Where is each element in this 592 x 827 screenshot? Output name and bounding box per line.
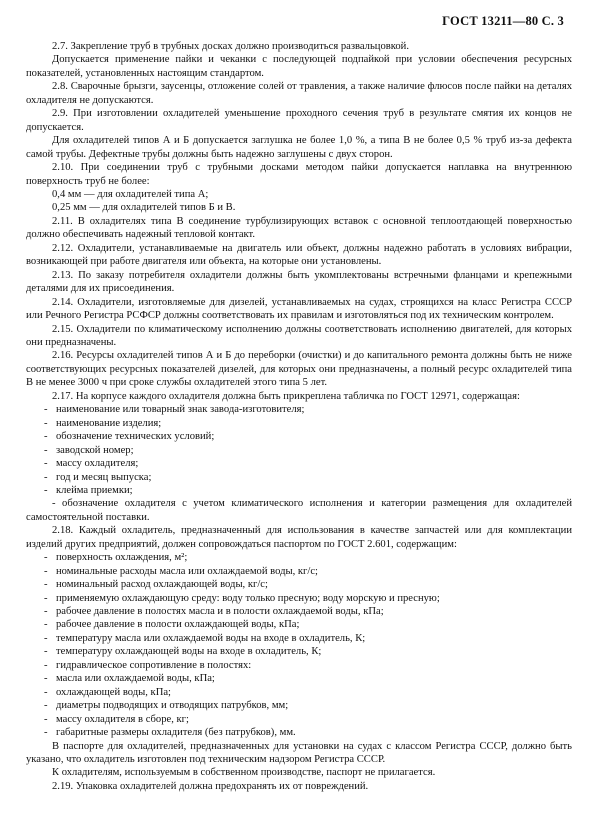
list-item-wrapped: - обозначение охладителя с учетом климатического исполнения и категории размещения для охладителей самостоятельной поставки. bbox=[26, 498, 572, 523]
paragraph: Допускается применение пайки и чеканки с последующей подпайкой при условии обеспечения ресурсных показателей, установленных настоящим стандартом. bbox=[26, 54, 572, 79]
list-item: - масла или охлаждаемой воды, кПа; bbox=[44, 673, 215, 685]
paragraph-2-16: 2.16. Ресурсы охладителей типов А и Б до переборки (очистки) и до капитального ремонта должны быть не ниже соответствующих ресурсных показателей дизелей, для которых они предназначены, а полный ресурс охладителей типа В не менее 3000 ч при сроке службы охладителей этого типа 5 лет. bbox=[26, 350, 572, 389]
list-item: - наименование изделия; bbox=[44, 417, 162, 429]
paragraph: Для охладителей типов А и Б допускается заглушка не более 1,0 %, а типа В не более 0,5 % труб из-за дефекта самой трубы. Дефектные трубы должны быть надежно заглушены с двух сторон. bbox=[26, 135, 572, 160]
page-header: ГОСТ 13211—80 С. 3 bbox=[442, 14, 564, 28]
paragraph: 0,4 мм — для охладителей типа А; bbox=[52, 188, 209, 200]
list-item: - заводской номер; bbox=[44, 444, 134, 456]
paragraph-2-7: 2.7. Закрепление труб в трубных досках должно производиться развальцовкой. bbox=[52, 41, 409, 52]
list-item: - температуру масла или охлаждаемой воды на входе в охладитель, К; bbox=[44, 632, 366, 644]
paragraph-2-18: 2.18. Каждый охладитель, предназначенный для использования в качестве запчастей или для комплектации изделий других предприятий, должен сопровождаться паспортом по ГОСТ 2.601, содержащим: bbox=[26, 525, 572, 550]
list-item: - габаритные размеры охладителя (без патрубков), мм. bbox=[44, 727, 296, 739]
list-item: - поверхность охлаждения, м²; bbox=[44, 552, 188, 564]
paragraph-2-17: 2.17. На корпусе каждого охладителя должна быть прикреплена табличка по ГОСТ 12971, содержащая: bbox=[52, 390, 520, 402]
paragraph-2-11: 2.11. В охладителях типа В соединение турбулизирующих вставок с основной теплоотдающей поверхностью должно обеспечивать надежный тепловой контакт. bbox=[26, 215, 572, 241]
paragraph: К охладителям, используемым в собственном производстве, паспорт не прилагается. bbox=[52, 767, 436, 779]
list-item: - рабочее давление в полости охлаждающей воды, кПа; bbox=[44, 619, 300, 631]
document-body bbox=[26, 40, 572, 793]
list-item: - рабочее давление в полостях масла и в полости охлаждаемой воды, кПа; bbox=[44, 606, 384, 618]
list-item: - гидравлическое сопротивление в полостях: bbox=[44, 659, 252, 671]
paragraph-2-8: 2.8. Сварочные брызги, заусенцы, отложение солей от травления, а также наличие флюсов после пайки на деталях охладителя не допускаются. bbox=[26, 81, 572, 106]
list-item: - год и месяц выпуска; bbox=[44, 471, 152, 483]
paragraph: В паспорте для охладителей, предназначенных для установки на судах с классом Регистра СССР, должно быть указано, что охладитель изготовлен под техническим надзором Регистра СССР. bbox=[26, 740, 572, 766]
list-item: - массу охладителя в сборе, кг; bbox=[44, 713, 189, 725]
list-item: - клейма приемки; bbox=[44, 484, 133, 496]
paragraph-2-10: 2.10. При соединении труб с трубными досками методом пайки допускается наплавка на внутреннюю поверхность труб не более: bbox=[26, 162, 572, 187]
list-item: - охлаждающей воды, кПа; bbox=[44, 686, 171, 698]
paragraph-2-14: 2.14. Охладители, изготовляемые для дизелей, устанавливаемых на судах, строящихся на класс Регистра СССР или Речного Регистра РСФСР должны соответствовать их правилам и изготовляться под их техническим контролем. bbox=[26, 296, 572, 322]
list-item: - применяемую охлаждающую среду: воду только пресную; воду морскую и пресную; bbox=[44, 592, 440, 604]
plate-contents-list bbox=[26, 403, 572, 524]
list-item: - диаметры подводящих и отводящих патрубков, мм; bbox=[44, 700, 289, 712]
passport-contents-list bbox=[26, 551, 572, 739]
list-item: - номинальный расход охлаждающей воды, кг/с; bbox=[44, 579, 268, 591]
list-item: - обозначение технических условий; bbox=[44, 431, 215, 443]
list-item: - наименование или товарный знак завода-изготовителя; bbox=[44, 404, 305, 416]
list-item: - массу охладителя; bbox=[44, 458, 139, 470]
list-item: - номинальные расходы масла или охлаждаемой воды, кг/с; bbox=[44, 565, 318, 577]
paragraph-2-9: 2.9. При изготовлении охладителей уменьшение проходного сечения труб в результате смятия их концов не допускается. bbox=[26, 108, 572, 133]
paragraph-2-13: 2.13. По заказу потребителя охладители должны быть укомплектованы встречными фланцами и крепежными деталями для их присоединения. bbox=[26, 269, 572, 295]
paragraph-2-19: 2.19. Упаковка охладителей должна предохранять их от повреждений. bbox=[52, 780, 369, 792]
paragraph-2-12: 2.12. Охладители, устанавливаемые на двигатель или объект, должны надежно работать в условиях вибрации, возникающей при работе двигателя или объекта, на которые они установлены. bbox=[26, 242, 572, 268]
list-item: - температуру охлаждающей воды на входе в охладитель, К; bbox=[44, 646, 322, 658]
paragraph: 0,25 мм — для охладителей типов Б и В. bbox=[52, 202, 236, 214]
paragraph-2-15: 2.15. Охладители по климатическому исполнению должны соответствовать исполнению двигателей, для которых они предназначены. bbox=[26, 323, 572, 348]
